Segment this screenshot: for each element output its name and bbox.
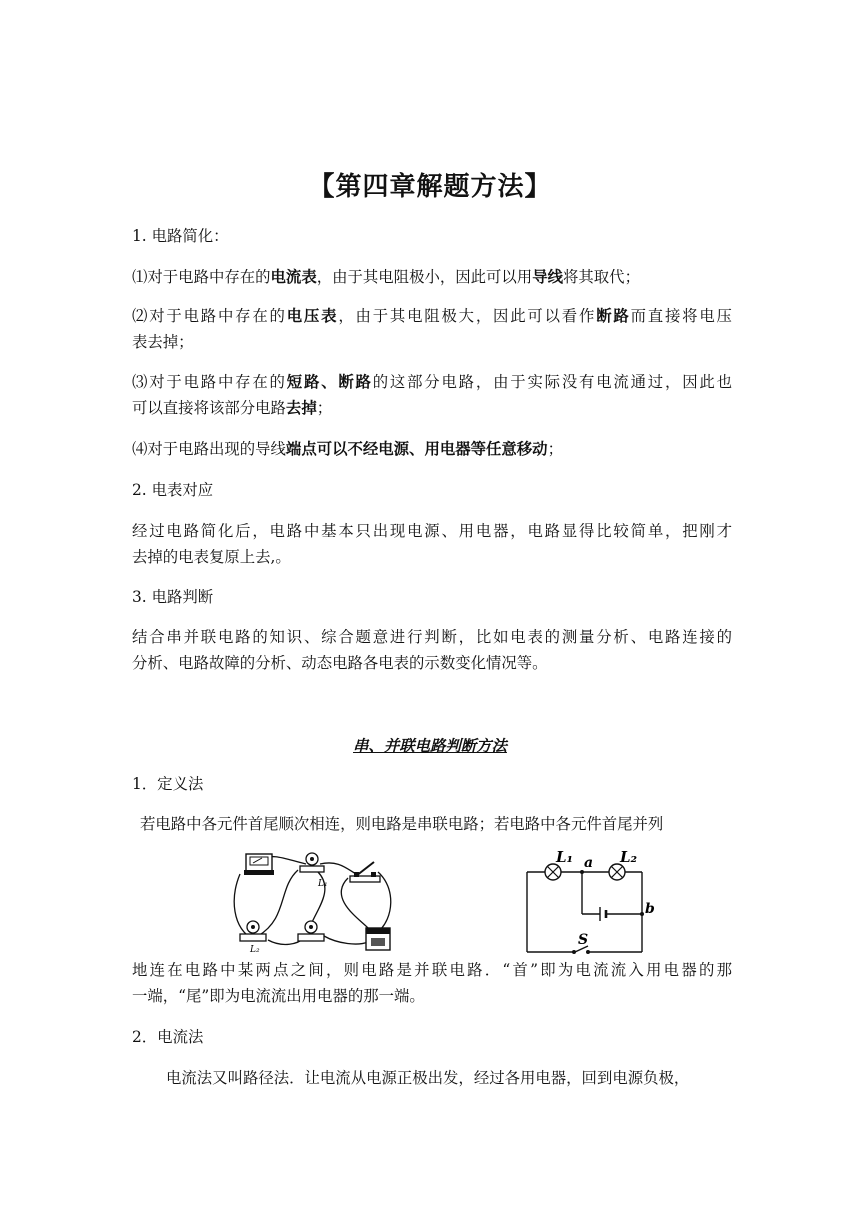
sec3-line2: 分析、电路故障的分析、动态电路各电表的示数变化情况等。	[132, 654, 548, 672]
sec1-item2-line1: ⑵对于电路中存在的电压表，由于其电阻极大，因此可以看作断路而直接将电压	[132, 307, 732, 325]
node-b-label: b	[645, 901, 655, 917]
schematic-l2-label: L₂	[620, 850, 638, 866]
lamp-l2-symbol-icon	[609, 864, 625, 880]
sec2-line1: 经过电路简化后，电路中基本只出现电源、用电器，电路显得比较简单，把刚才	[132, 522, 732, 540]
junction-b-dot	[640, 912, 644, 916]
switch-pivot-dot	[572, 950, 576, 954]
sec1-item4: ⑷对于电路出现的导线端点可以不经电源、用电器等任意移动；	[132, 440, 563, 458]
switch-contact-dot	[586, 950, 590, 954]
schematic-l1-label: L₁	[556, 850, 574, 866]
schematic-circuit-figure	[520, 850, 660, 958]
lamp-l1-symbol-icon	[545, 864, 561, 880]
method2-line1: 电流法又叫路径法．让电流从电源正极出发，经过各用电器，回到电源负极，	[166, 1069, 690, 1087]
sec3-heading: 3. 电路判断	[132, 588, 214, 606]
sec1-item1: ⑴对于电路中存在的电流表，由于其电阻极小，因此可以用导线将其取代；	[132, 268, 640, 286]
lamp-middle-icon	[298, 921, 324, 941]
method1-line1: 若电路中各元件首尾顺次相连，则电路是串联电路；若电路中各元件首尾并列	[140, 815, 664, 833]
lamp-l1-icon	[300, 853, 324, 872]
method2-heading: 2．电流法	[132, 1028, 204, 1046]
sec1-item2-line2: 表去掉；	[132, 333, 194, 351]
method1-line2: 地连在电路中某两点之间，则电路是并联电路．“首”即为电流流入用电器的那	[132, 961, 732, 979]
sec1-item3-line1: ⑶对于电路中存在的短路、断路的这部分电路，由于实际没有电流通过，因此也	[132, 373, 732, 391]
sec1-item3-line2: 可以直接将该部分电路去掉；	[132, 399, 333, 417]
method1-line3: 一端，“尾”即为电流流出用电器的那一端。	[132, 987, 425, 1005]
pictorial-l1-label: L₁	[318, 879, 328, 889]
switch-label: S	[578, 932, 589, 948]
sec3-line1: 结合串并联电路的知识、综合题意进行判断，比如电表的测量分析、电路连接的	[132, 628, 732, 646]
sec2-heading: 2. 电表对应	[132, 481, 214, 499]
method1-heading: 1．定义法	[132, 775, 204, 793]
part2-heading: 串、并联电路判断方法	[353, 737, 507, 755]
battery-icon	[366, 928, 390, 950]
pictorial-circuit-figure	[228, 848, 404, 956]
page-title: 【第四章解题方法】	[308, 172, 552, 202]
sec2-line2: 去掉的电表复原上去,。	[132, 548, 291, 566]
knife-switch-icon	[350, 862, 380, 882]
pictorial-l2-label: L₂	[250, 945, 260, 955]
sec1-heading: 1. 电路简化：	[132, 227, 229, 245]
node-a-label: a	[584, 855, 594, 871]
meter-icon	[244, 854, 274, 875]
